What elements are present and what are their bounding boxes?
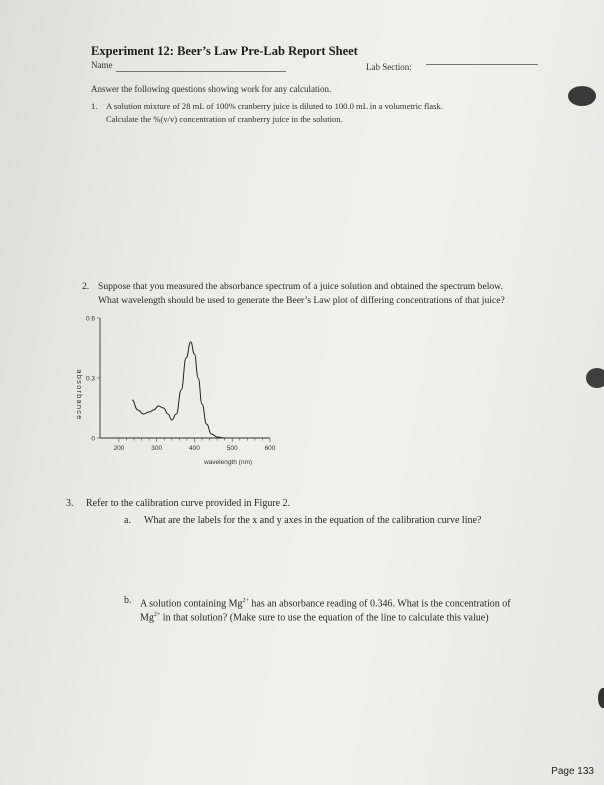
q3b-line1-post: has an absorbance reading of 0.346. What is the concentration of [248, 598, 511, 610]
x-tick-label: 400 [189, 445, 200, 452]
q3a-text: What are the labels for the x and y axes in the equation of the calibration curve line? [144, 515, 482, 526]
q2-text-line1: Suppose that you measured the absorbance spectrum of a juice solution and obtained the spectrum below. [98, 281, 503, 292]
y-tick-label: 0 [91, 435, 95, 443]
binder-clip-bottom [598, 688, 604, 708]
spectrum-line [132, 342, 225, 438]
q1-number: 1. [91, 101, 98, 111]
q1-text-line2: Calculate the %(v/v) concentration of cranberry juice in the solution. [106, 114, 343, 124]
x-axis-label: wavelength (nm) [203, 459, 253, 466]
page-number: Page 133 [551, 766, 594, 777]
chart-ticks [86, 316, 276, 453]
q2-text-line2: What wavelength should be used to generate the Beer’s Law plot of differing concentrations of that juice? [98, 295, 505, 306]
page-title: Experiment 12: Beer’s Law Pre-Lab Report Sheet [91, 44, 358, 58]
chart-series [132, 342, 225, 438]
x-tick-label: 500 [226, 445, 238, 452]
x-tick-label: 200 [113, 445, 125, 452]
y-tick-label: 0.3 [85, 375, 95, 383]
name-line[interactable] [116, 71, 286, 72]
q3b-line1-pre: A solution containing Mg [140, 598, 243, 610]
lab-section-line[interactable] [426, 64, 538, 65]
q3b-label: b. [124, 595, 132, 606]
q2-number: 2. [82, 281, 90, 292]
chart-axes [100, 318, 270, 438]
q3-text: Refer to the calibration curve provided in Figure 2. [86, 498, 291, 509]
q1-text-line1: A solution mixture of 28 mL of 100% cranberry juice is diluted to 100.0 mL in a volumetric flask. [106, 101, 443, 111]
name-label: Name [91, 60, 113, 70]
absorbance-spectrum-chart [60, 310, 290, 475]
q3b-sup-1: 2+ [242, 598, 249, 604]
binder-clip-middle [586, 368, 604, 388]
y-axis-label: absorbance [75, 369, 84, 421]
instructions: Answer the following questions showing work for any calculation. [91, 84, 332, 94]
x-tick-label: 300 [151, 445, 163, 452]
q3-number: 3. [66, 498, 74, 509]
q3b-line2-pre: Mg [140, 612, 154, 624]
binder-clip-top [568, 86, 596, 106]
q3b-line2-post: in that solution? (Make sure to use the equation of the line to calculate this value) [160, 612, 489, 624]
q3a-label: a. [124, 515, 131, 526]
x-tick-label: 600 [264, 445, 276, 452]
q3b-line2 [140, 608, 489, 625]
q3b-sup-2: 2+ [153, 612, 161, 618]
y-tick-label: 0.6 [85, 315, 95, 323]
lab-section-label: Lab Section: [366, 62, 412, 72]
